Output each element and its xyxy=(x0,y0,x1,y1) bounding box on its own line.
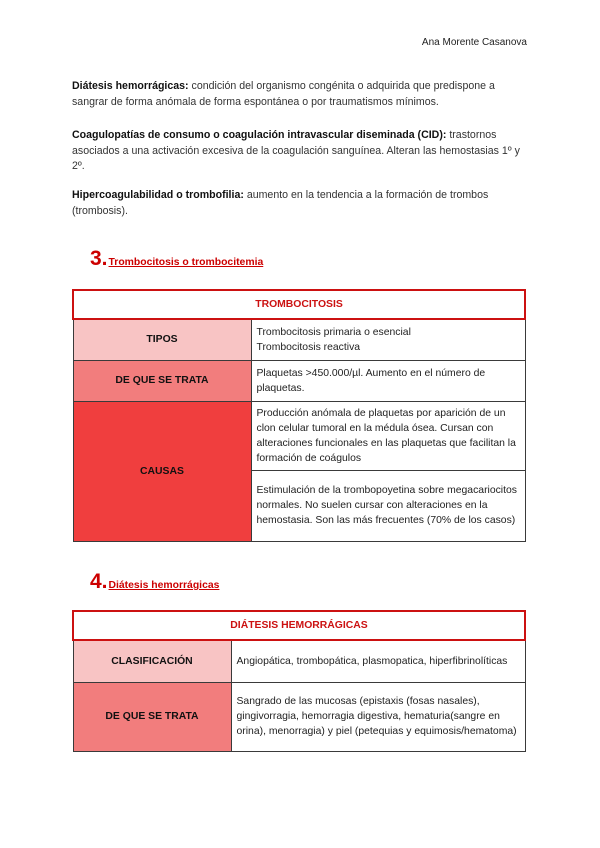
section-number: 4. xyxy=(90,570,108,593)
trombocitosis-table xyxy=(72,289,526,542)
term: Hipercoagulabilidad o trombofilia: xyxy=(72,189,244,201)
causa-primaria: Producción anómala de plaquetas por aparición de un clon celular tumoral en la médula ósea. Cursan con alteraciones funcionales en las plaquetas que facilitan la formación de coágulos xyxy=(251,401,525,470)
definition-text: aumento en la tendencia a la formación de trombos (trombosis). xyxy=(72,189,489,217)
tipo-reactiva: Trombocitosis reactiva xyxy=(256,341,361,353)
term: Diátesis hemorrágicas: xyxy=(72,80,189,92)
clasificacion-label: CLASIFICACIÓN xyxy=(73,640,231,682)
term: Coagulopatías de consumo o coagulación intravascular diseminada (CID): xyxy=(72,129,447,141)
tipo-primaria: Trombocitosis primaria o esencial xyxy=(256,326,411,338)
trata-label: DE QUE SE TRATA xyxy=(73,682,231,751)
table-header: TROMBOCITOSIS xyxy=(73,290,525,319)
section-title: Diátesis hemorrágicas xyxy=(108,580,220,591)
clasificacion-value: Angiopática, trombopática, plasmopatica, hiperfibrinolíticas xyxy=(231,640,525,682)
definition-diatesis xyxy=(72,79,532,110)
tipos-label: TIPOS xyxy=(73,319,251,360)
section-title: Trombocitosis o trombocitemia xyxy=(108,257,264,268)
table-header: DIÁTESIS HEMORRÁGICAS xyxy=(73,611,525,640)
trata-label: DE QUE SE TRATA xyxy=(73,360,251,401)
section-number: 3. xyxy=(90,247,108,270)
tipos-value xyxy=(251,319,525,360)
causa-reactiva: Estimulación de la trombopoyetina sobre megacariocitos normales. No suelen cursar con alteraciones en la hemostasia. Son las más frecuentes (70% de los casos) xyxy=(251,470,525,541)
definition-text: trastornos asociados a una activación excesiva de la coagulación sanguínea. Alteran las hemostasias 1º y 2º. xyxy=(72,129,520,173)
section-4-heading xyxy=(90,570,219,594)
definition-cid xyxy=(72,128,532,175)
author-name: Ana Morente Casanova xyxy=(421,37,527,48)
definition-hipercoagulabilidad xyxy=(72,188,532,219)
diatesis-table xyxy=(72,610,526,752)
causas-label: CAUSAS xyxy=(73,401,251,541)
section-3-heading xyxy=(90,247,263,271)
trata-value: Plaquetas >450.000/µl. Aumento en el número de plaquetas. xyxy=(251,360,525,401)
trata-value: Sangrado de las mucosas (epistaxis (fosas nasales), gingivorragia, hemorragia digestiva, hematuria(sangre en orina), menorragia) y piel (petequias y equimosis/hematoma) xyxy=(231,682,525,751)
definition-text: condición del organismo congénita o adquirida que predispone a sangrar de forma anómala de forma espontánea o por traumatismos mínimos. xyxy=(72,80,495,108)
